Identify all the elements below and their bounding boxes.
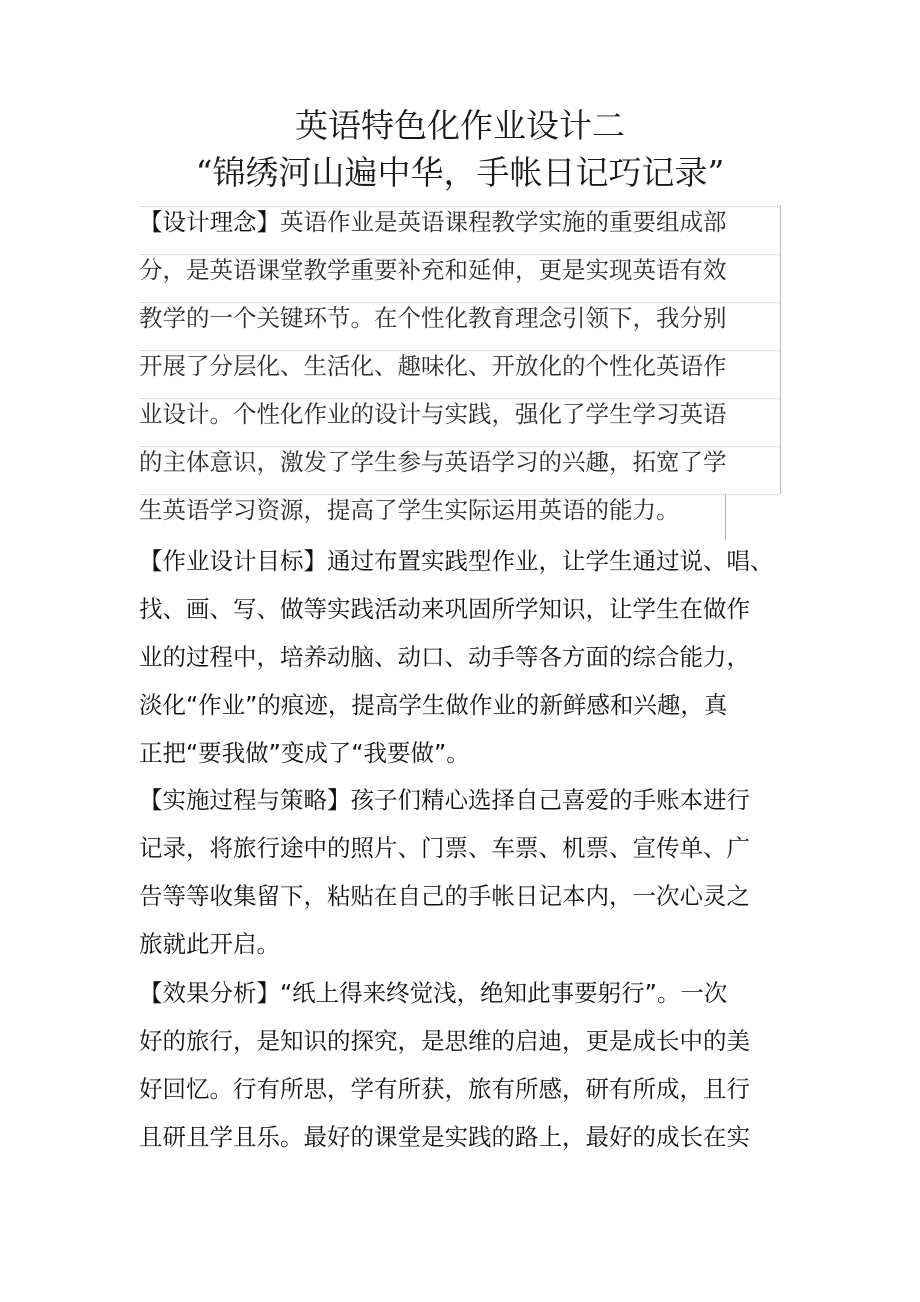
paragraph-line: 教学的一个关键环节。在个性化教育理念引领下，我分别 [139, 304, 727, 332]
paragraph-line: 好回忆。行有所思，学有所获，旅有所感，研有所成，且行 [139, 1075, 750, 1103]
paragraph-line: 且研且学且乐。最好的课堂是实践的路上，最好的成长在实 [139, 1123, 750, 1151]
paragraph-line: 找、画、写、做等实践活动来巩固所学知识，让学生在做作 [139, 595, 750, 623]
paragraph-line: 告等等收集留下，粘贴在自己的手帐日记本内，一次心灵之 [139, 882, 750, 910]
paragraph-line: 旅就此开启。 [139, 930, 280, 958]
paragraph-line: 业的过程中，培养动脑、动口、动手等各方面的综合能力， [139, 643, 750, 671]
paragraph-line: 记录，将旅行途中的照片、门票、车票、机票、宣传单、广 [139, 834, 750, 862]
paragraph-line: 的主体意识，激发了学生参与英语学习的兴趣，拓宽了学 [139, 448, 727, 476]
paragraph-line [139, 537, 799, 585]
section-label: 【作业设计目标】 [139, 547, 327, 575]
section-text: “纸上得来终觉浅，绝知此事要躬行”。一次 [280, 979, 728, 1007]
section-label: 【实施过程与策略】 [139, 786, 351, 814]
paragraph-line: 业设计。个性化作业的设计与实践，强化了学生学习英语 [139, 400, 727, 428]
section-assignment-goals [139, 537, 799, 777]
paragraph-line: 生英语学习资源，提高了学生实际运用英语的能力。 [139, 496, 680, 524]
document-title: 英语特色化作业设计二 [295, 106, 625, 145]
section-label: 【设计理念】 [139, 208, 280, 236]
paragraph-line [139, 198, 799, 246]
section-text: 英语作业是英语课程教学实施的重要组成部 [280, 208, 727, 236]
section-text: 孩子们精心选择自己喜爱的手账本进行 [350, 786, 750, 814]
paragraph-line: 好的旅行，是知识的探究，是思维的启迪，更是成长中的美 [139, 1027, 750, 1055]
paragraph-line [139, 969, 799, 1017]
section-text: 通过布置实践型作业，让学生通过说、唱、 [327, 547, 774, 575]
paragraph-line: 分，是英语课堂教学重要补充和延伸，更是实现英语有效 [139, 256, 727, 284]
section-label: 【效果分析】 [139, 979, 280, 1007]
paragraph-line: 淡化“作业”的痕迹，提高学生做作业的新鲜感和兴趣，真 [139, 691, 728, 719]
document-subtitle: “锦绣河山遍中华，手帐日记巧记录” [195, 153, 725, 192]
paragraph-line: 正把“要我做”变成了“我要做”。 [139, 739, 470, 767]
paragraph-line [139, 776, 799, 824]
paragraph-line: 开展了分层化、生活化、趣味化、开放化的个性化英语作 [139, 352, 727, 380]
section-effect-analysis [139, 969, 799, 1161]
section-implementation [139, 776, 799, 968]
section-design-concept [139, 198, 799, 534]
